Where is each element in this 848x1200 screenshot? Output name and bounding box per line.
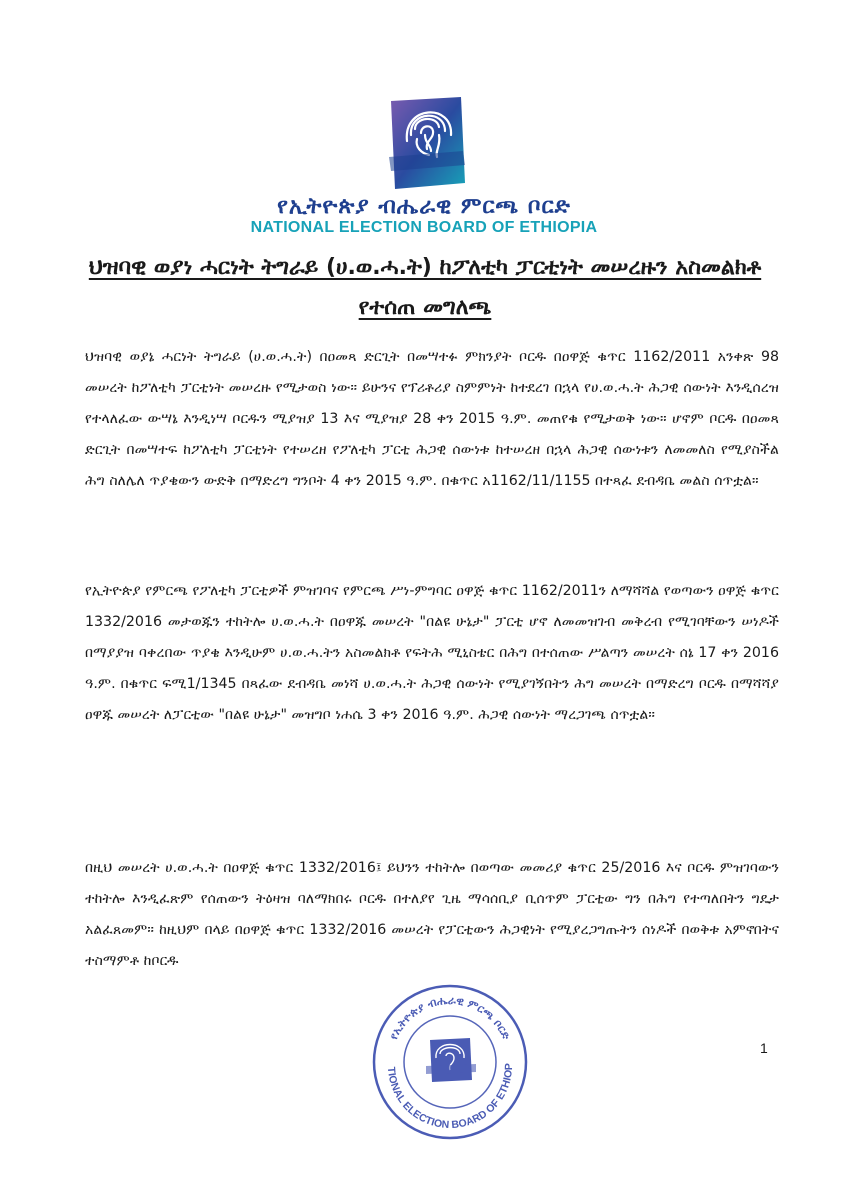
page-number: 1 (760, 1040, 768, 1056)
official-stamp-icon (370, 982, 530, 1142)
paragraph-3: በዚህ መሠረት ሀ.ወ.ሓ.ት በዐዋጅ ቁጥር 1332/2016፤ ይህንን ተከትሎ በወጣው መመሪያ ቁጥር 25/2016 እና ቦርዱ ምዝገባውን ተከትሎ እንዲፈጽም የሰጠውን ትዕዛዝ ባለማክበሩ ቦርዱ በተለያየ ጊዜ ማሳሰቢያ ቢሰጥም ፓርቲው ግን በሕግ የተጣለበትን ግዴታ አልፈጸመም። ከዚህም በላይ በዐዋጅ ቁጥር 1332/2016 መሠረት የፓርቲውን ሕጋዊነት የሚያረጋግጡትን ሰነዶች በወቅቱ አምኖበትና ተስማምቶ ከቦርዱ (85, 860, 779, 969)
fingerprint-ballot-logo-icon (385, 95, 467, 193)
paragraph-2: የኢትዮጵያ የምርጫ የፖለቲካ ፓርቲዎች ምዝገባና የምርጫ ሥነ-ምግባር ዐዋጅ ቁጥር 1162/2011ን ለማሻሻል የወጣውን ዐዋጅ ቁጥር 1332/2016 መታወጁን ተከትሎ ሀ.ወ.ሓ.ት በዐዋጁ መሠረት "በልዩ ሁኔታ" ፓርቲ ሆኖ ለመመዝገብ መቅረብ የሚገባቸውን ሠነዶች በማያያዝ ባቀረበው ጥያቄ እንዲሁም ሀ.ወ.ሓ.ትን አስመልክቶ የፍትሕ ሚኒስቴር በሕግ በተሰጠው ሥልጣን መሠረት ሰኔ 17 ቀን 2016 ዓ.ም. በቁጥር ፍሚ1/1345 በጻፈው ደብዳቤ መነሻ ሀ.ወ.ሓ.ት ሕጋዊ ሰውነት የሚያገኝበትን ሕግ መሠረት በማድረግ ቦርዱ በማሻሻያ ዐዋጁ መሠረት ለፓርቲው "በልዩ ሁኔታ" መዝግቦ ነሐሴ 3 ቀን 2016 ዓ.ም. ሕጋዊ ሰውነት ማረጋገጫ ሰጥቷል። (85, 583, 779, 723)
org-name-english: NATIONAL ELECTION BOARD OF ETHIOPIA (250, 219, 598, 236)
stamp-text-english: TIONAL ELECTION BOARD OF ETHIOP (384, 1063, 516, 1132)
stamp-text-amharic: የኢትዮጵያ ብሔራዊ ምርጫ ቦርድ (387, 993, 513, 1042)
document-title: ህዝባዊ ወያነ ሓርነት ትግራይ (ሀ.ወ.ሓ.ት) ከፖለቲካ ፓርቲነት መሠረዙን አስመልክቶ የተሰጠ መግለጫ (88, 255, 762, 320)
paragraph-1: ህዝባዊ ወያኔ ሓርነት ትግራይ (ሀ.ወ.ሓ.ት) በዐመጻ ድርጊት በመሣተፉ ምክንያት ቦርዱ በዐዋጅ ቁጥር 1162/2011 አንቀጽ 98 መሠረት ከፖለቲካ ፓርቲነት መሠረዙ የሚታወስ ነው። ይሁንና የፕሪቶሪያ ስምምነት ከተደረገ በኋላ የሀ.ወ.ሓ.ት ሕጋዊ ሰውነት እንዲሰረዝ የተላለፈው ውሣኔ እንዲነሣ ቦርዱን ሚያዝያ 13 እና ሚያዝያ 28 ቀን 2015 ዓ.ም. መጠየቁ የሚታወቅ ነው። ሆኖም ቦርዱ በዐመጻ ድርጊት በመሣተፍ ከፖለቲካ ፓርቲነት የተሠረዘ የፖለቲካ ፓርቲ ሕጋዊ ሰውነቱ ከተሠረዘ በኋላ ሕጋዊ ሰውነቱን ለመመለስ የሚያስችል ሕግ ስለሌለ ጥያቄውን ውድቅ በማድረግ ግንቦት 4 ቀን 2015 ዓ.ም. በቁጥር አ1162/11/1155 በተጻፈ ደብዳቤ መልስ ሰጥቷል። (85, 349, 779, 489)
org-name-amharic: የኢትዮጵያ ብሔራዊ ምርጫ ቦርድ (277, 194, 571, 219)
